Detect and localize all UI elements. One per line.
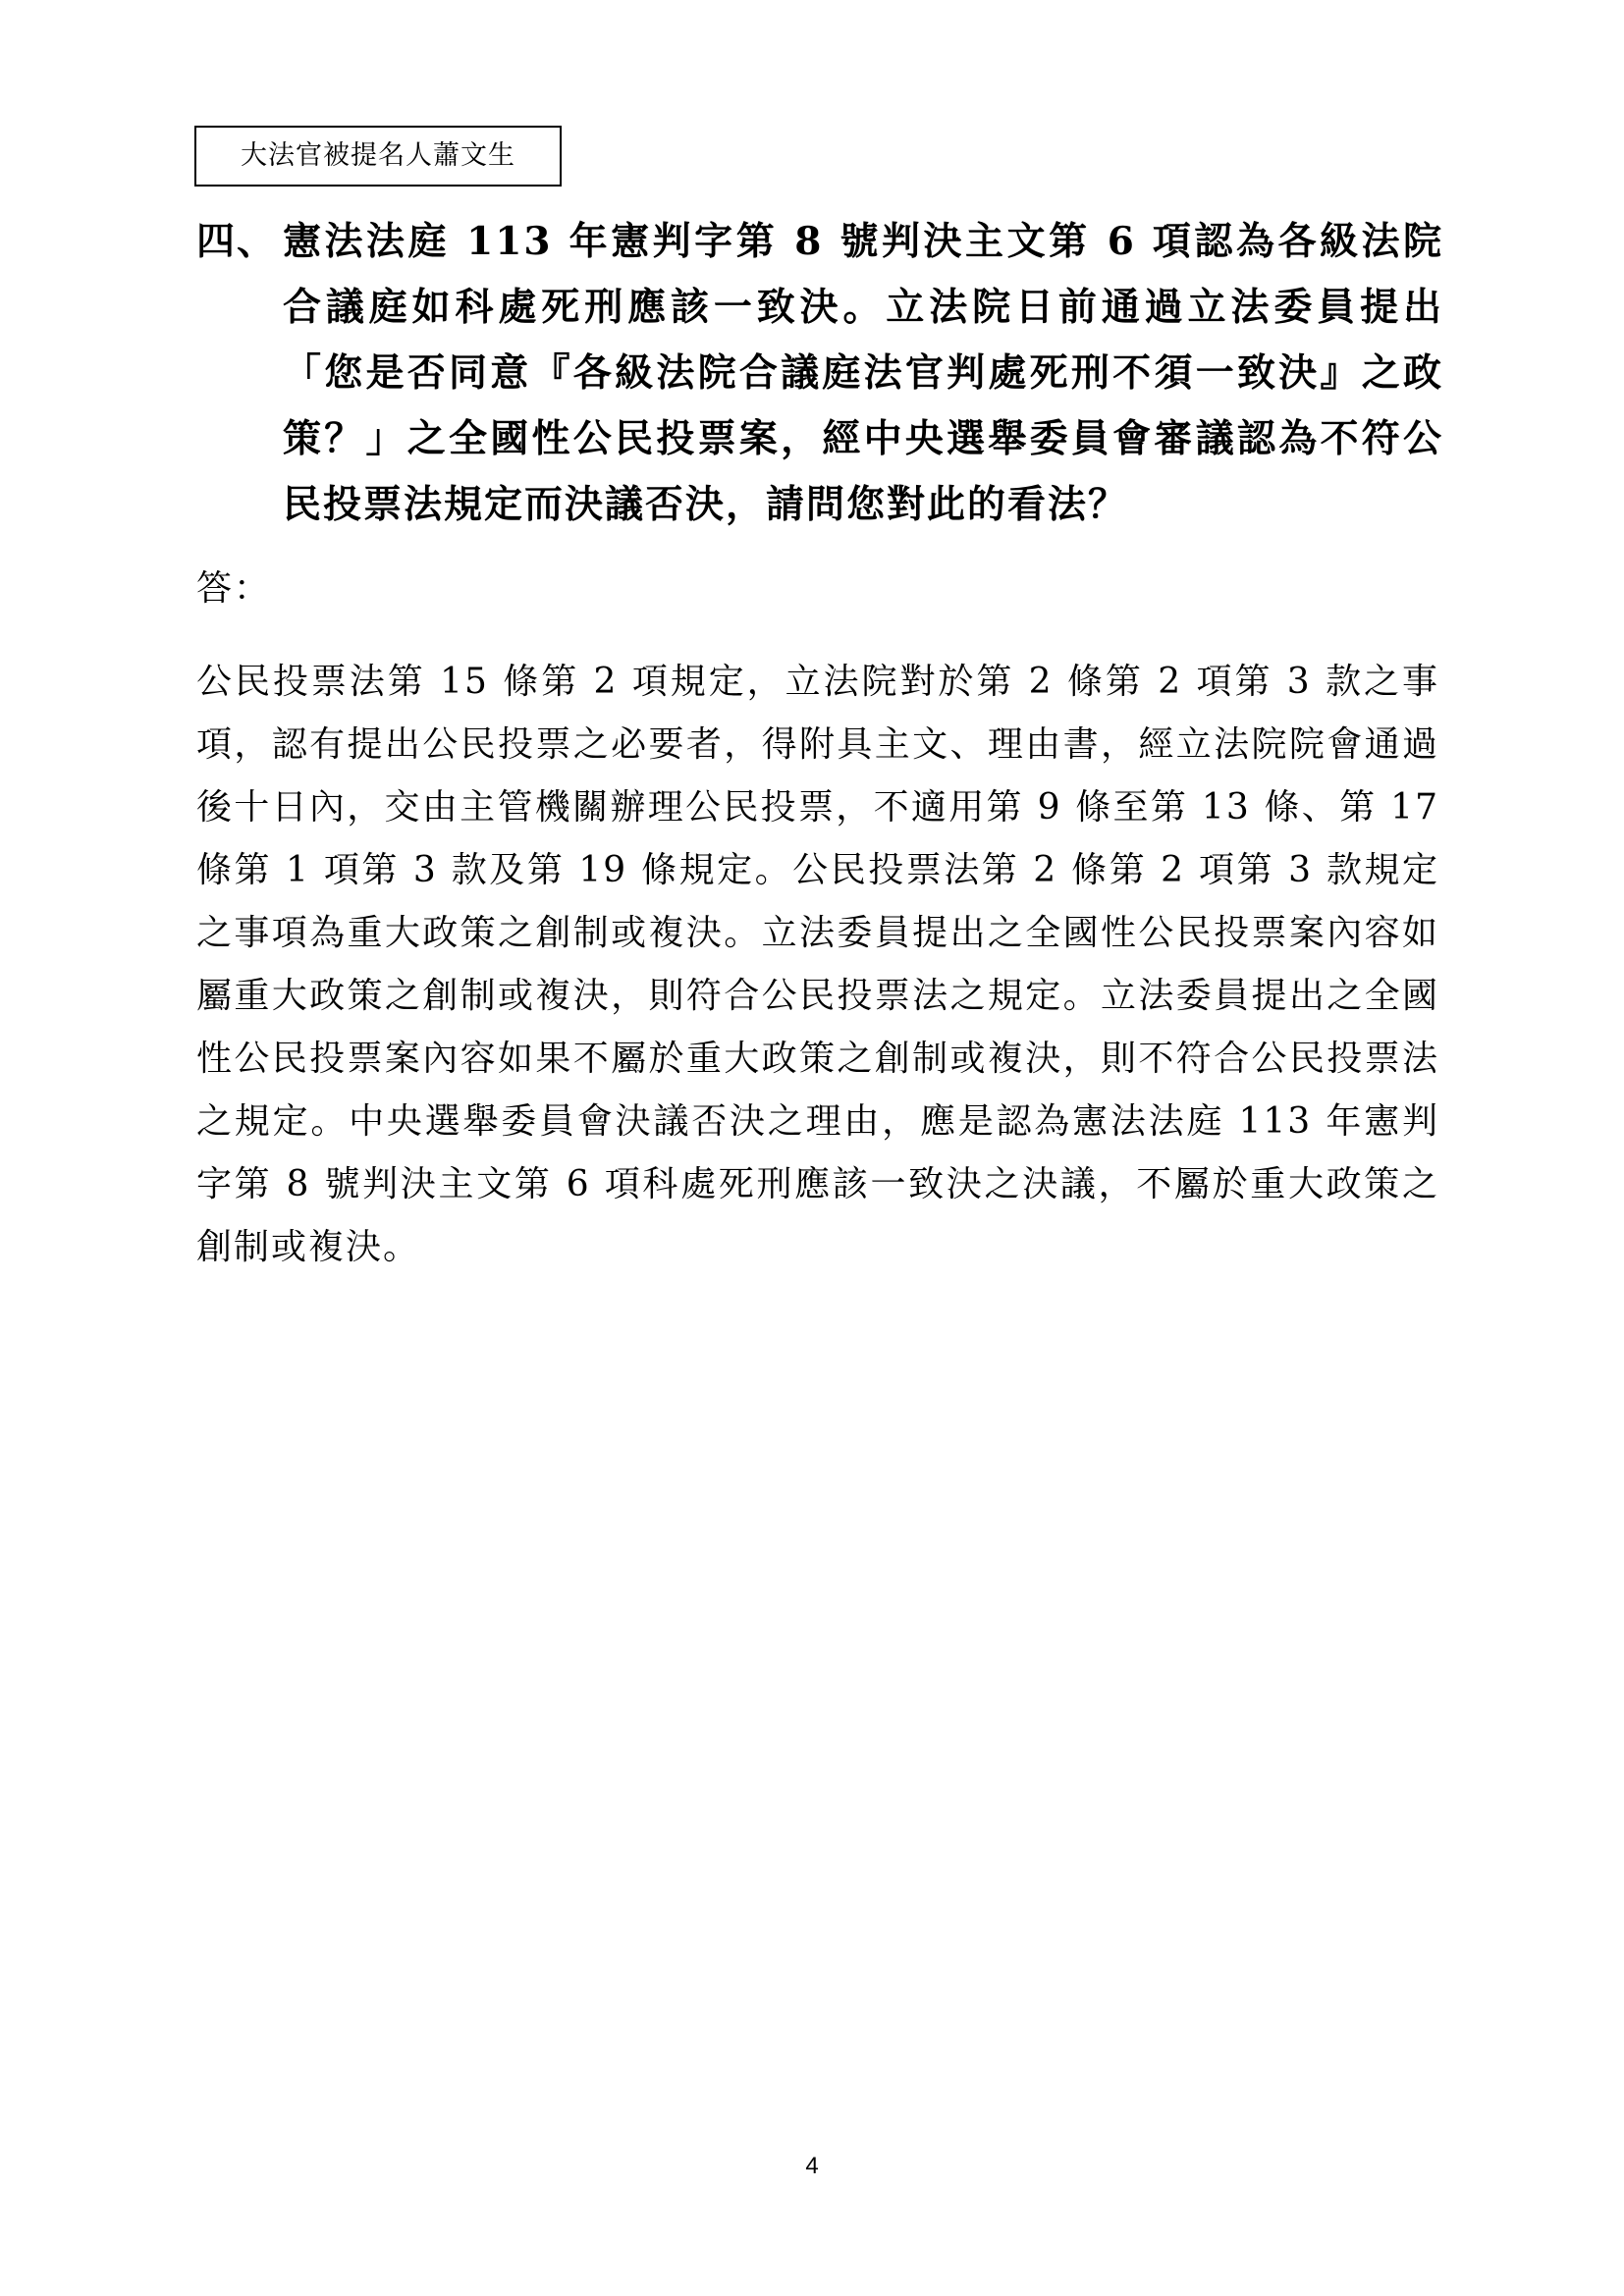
page-number: 4 bbox=[805, 2153, 819, 2179]
question-text: 憲法法庭 113 年憲判字第 8 號判決主文第 6 項認為各級法院合議庭如科處死刑應該一致決。立法院日前通過立法委員提出「您是否同意『各級法院合議庭法官判處死刑不須一致決』之政策？」之全國性公民投票案，經中央選舉委員會審議認為不符公民投票法規定而決議否決，請問您對此的看法？ bbox=[283, 219, 1443, 527]
answer-body: 公民投票法第 15 條第 2 項規定，立法院對於第 2 條第 2 項第 3 款之事項，認有提出公民投票之必要者，得附具主文、理由書，經立法院院會通過後十日內，交由主管機關辦理公民投票，不適用第 9 條至第 13 條、第 17 條第 1 項第 3 款及第 19 條規定。公民投票法第 2 條第 2 項第 3 款規定之事項為重大政策之創制或複決。立法委員提出之全國性公民投票案內容如屬重大政策之創制或複決，則符合公民投票法之規定。立法委員提出之全國性公民投票案內容如果不屬於重大政策之創制或複決，則不符合公民投票法之規定。中央選舉委員會決議否決之理由，應是認為憲法法庭 113 年憲判字第 8 號判決主文第 6 項科處死刑應該一致決之決議，不屬於重大政策之創制或複決。 bbox=[196, 662, 1439, 1267]
question-number: 四、 bbox=[196, 219, 278, 264]
answer-label: 答： bbox=[196, 568, 272, 609]
question-block bbox=[196, 209, 1443, 538]
nominee-label-box: 大法官被提名人蕭文生 bbox=[194, 126, 562, 187]
